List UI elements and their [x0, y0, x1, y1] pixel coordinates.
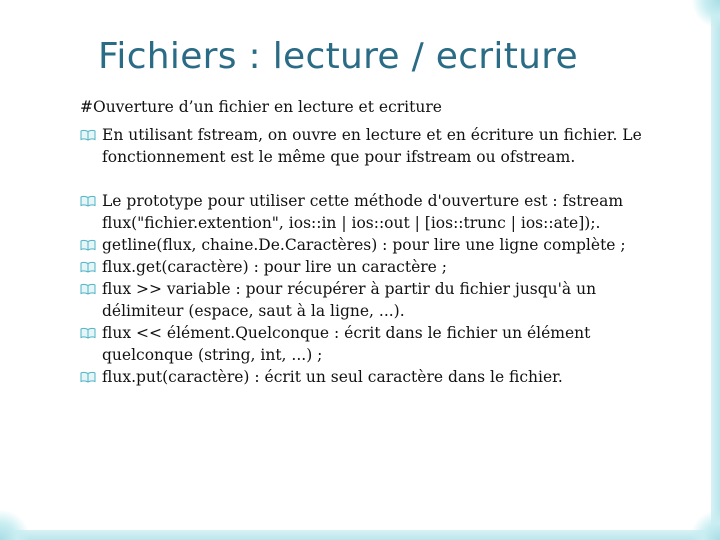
- bullet-item: [80, 322, 680, 366]
- open-book-icon: [80, 194, 96, 208]
- open-book-icon: [80, 326, 96, 340]
- bullet-list: [80, 124, 680, 388]
- frame-corner-bottom-right: [690, 510, 720, 540]
- open-book-icon: [80, 260, 96, 274]
- bullet-text: flux >> variable : pour récupérer à partir du fichier jusqu'à un délimiteur (espace, saut à la ligne, ...).: [102, 280, 597, 320]
- frame-right-border: [711, 0, 720, 540]
- bullet-text: flux.put(caractère) : écrit un seul caractère dans le fichier.: [102, 368, 563, 386]
- bullet-item: [80, 256, 680, 278]
- bullet-text: getline(flux, chaine.De.Caractères) : pour lire une ligne complète ;: [102, 236, 626, 254]
- slide-title: Fichiers : lecture / ecriture: [98, 36, 579, 77]
- open-book-icon: [80, 370, 96, 384]
- bullet-item: [80, 234, 680, 256]
- open-book-icon: [80, 282, 96, 296]
- bullet-text: Le prototype pour utiliser cette méthode d'ouverture est : fstream flux("fichier.extention", ios::in | ios::out | [ios::trunc | ios::ate]);.: [102, 192, 624, 232]
- bullet-text: flux.get(caractère) : pour lire un caractère ;: [102, 258, 447, 276]
- section-heading: #Ouverture d’un fichier en lecture et ecriture: [80, 98, 442, 116]
- frame-corner-bottom-left: [0, 510, 30, 540]
- open-book-icon: [80, 238, 96, 252]
- bullet-item: [80, 366, 680, 388]
- bullet-item: [80, 278, 680, 322]
- bullet-item: [80, 124, 680, 168]
- frame-corner-top-right: [692, 0, 720, 28]
- bullet-text: En utilisant fstream, on ouvre en lecture et en écriture un fichier. Le fonctionnement est le même que pour ifstream ou ofstream.: [102, 126, 642, 166]
- bullet-item: [80, 190, 680, 234]
- frame-bottom-border: [0, 530, 720, 540]
- bullet-text: flux << élément.Quelconque : écrit dans le fichier un élément quelconque (string, int, ...) ;: [102, 324, 591, 364]
- open-book-icon: [80, 128, 96, 142]
